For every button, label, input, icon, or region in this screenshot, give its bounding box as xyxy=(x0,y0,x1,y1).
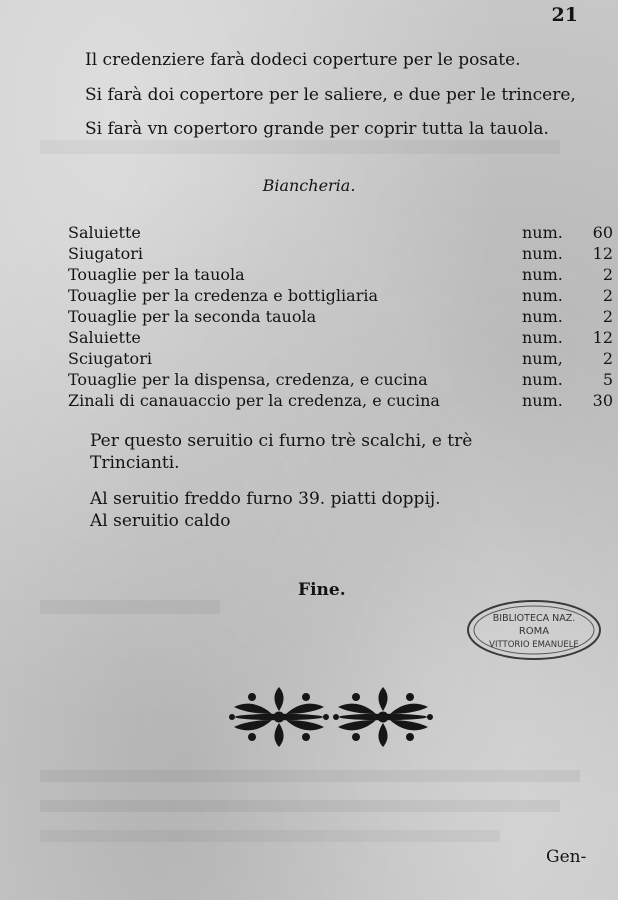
intro-line: Si farà doi copertore per le saliere, e due per le trincere, xyxy=(85,85,576,105)
item-quantity: 30 xyxy=(592,391,613,410)
item-quantity: 2 xyxy=(602,286,613,305)
list-item xyxy=(68,328,613,349)
item-num-label: num. xyxy=(522,307,563,326)
list-item xyxy=(68,391,613,412)
ornament-right-icon xyxy=(333,687,433,747)
item-name: Siugatori xyxy=(68,244,143,263)
intro-line: Si farà vn copertoro grande per coprir tutta la tauola. xyxy=(85,119,549,139)
paragraph-line: Per questo seruitio ci furno trè scalchi, e trè xyxy=(90,431,473,451)
service-paragraph xyxy=(90,430,472,474)
library-stamp xyxy=(466,598,602,662)
stamp-line: ROMA xyxy=(518,626,550,637)
floral-ornament xyxy=(228,683,434,751)
show-through-mark xyxy=(40,800,560,812)
stamp-line: VITTORIO EMANUELE xyxy=(489,640,579,650)
paragraph-line: Al seruitio freddo furno 39. piatti doppij. xyxy=(90,489,441,509)
show-through-mark xyxy=(40,830,500,842)
item-num-label: num. xyxy=(522,244,563,263)
list-item xyxy=(68,223,613,244)
item-num-label: num. xyxy=(522,328,563,347)
item-num-label: num, xyxy=(522,349,563,368)
section-heading: Biancheria. xyxy=(262,176,356,195)
list-item xyxy=(68,286,613,307)
item-num-label: num. xyxy=(522,391,563,410)
stamp-line: BIBLIOTECA NAZ. xyxy=(492,613,576,624)
item-name: Zinali di canauaccio per la credenza, e cucina xyxy=(68,391,440,410)
item-name: Sciugatori xyxy=(68,349,152,368)
item-quantity: 5 xyxy=(602,370,613,389)
item-name: Touaglie per la seconda tauola xyxy=(68,307,317,326)
dishes-paragraph xyxy=(90,488,441,532)
item-num-label: num. xyxy=(522,265,563,284)
item-name: Touaglie per la credenza e bottigliaria xyxy=(68,286,378,305)
list-item xyxy=(68,370,613,391)
list-item xyxy=(68,244,613,265)
catchword: Gen- xyxy=(546,847,587,867)
show-through-mark xyxy=(40,600,220,614)
item-quantity: 2 xyxy=(602,265,613,284)
item-quantity: 60 xyxy=(592,223,613,242)
item-num-label: num. xyxy=(522,223,563,242)
page-number: 21 xyxy=(551,4,578,26)
item-name: Saluiette xyxy=(68,328,141,347)
item-name: Touaglie per la dispensa, credenza, e cucina xyxy=(68,370,428,389)
list-item xyxy=(68,265,613,286)
intro-line: Il credenziere farà dodeci coperture per le posate. xyxy=(85,50,521,70)
closing-word: Fine. xyxy=(298,580,346,600)
item-quantity: 2 xyxy=(602,307,613,326)
paragraph-line: Trincianti. xyxy=(90,453,180,473)
list-item xyxy=(68,307,613,328)
item-name: Saluiette xyxy=(68,223,141,242)
item-quantity: 12 xyxy=(592,244,613,263)
list-item xyxy=(68,349,613,370)
item-quantity: 12 xyxy=(592,328,613,347)
item-num-label: num. xyxy=(522,370,563,389)
show-through-mark xyxy=(40,770,580,782)
item-num-label: num. xyxy=(522,286,563,305)
item-quantity: 2 xyxy=(602,349,613,368)
item-name: Touaglie per la tauola xyxy=(68,265,245,284)
show-through-mark xyxy=(40,140,560,154)
paragraph-line: Al seruitio caldo xyxy=(90,511,231,531)
ornament-left-icon xyxy=(229,687,329,747)
